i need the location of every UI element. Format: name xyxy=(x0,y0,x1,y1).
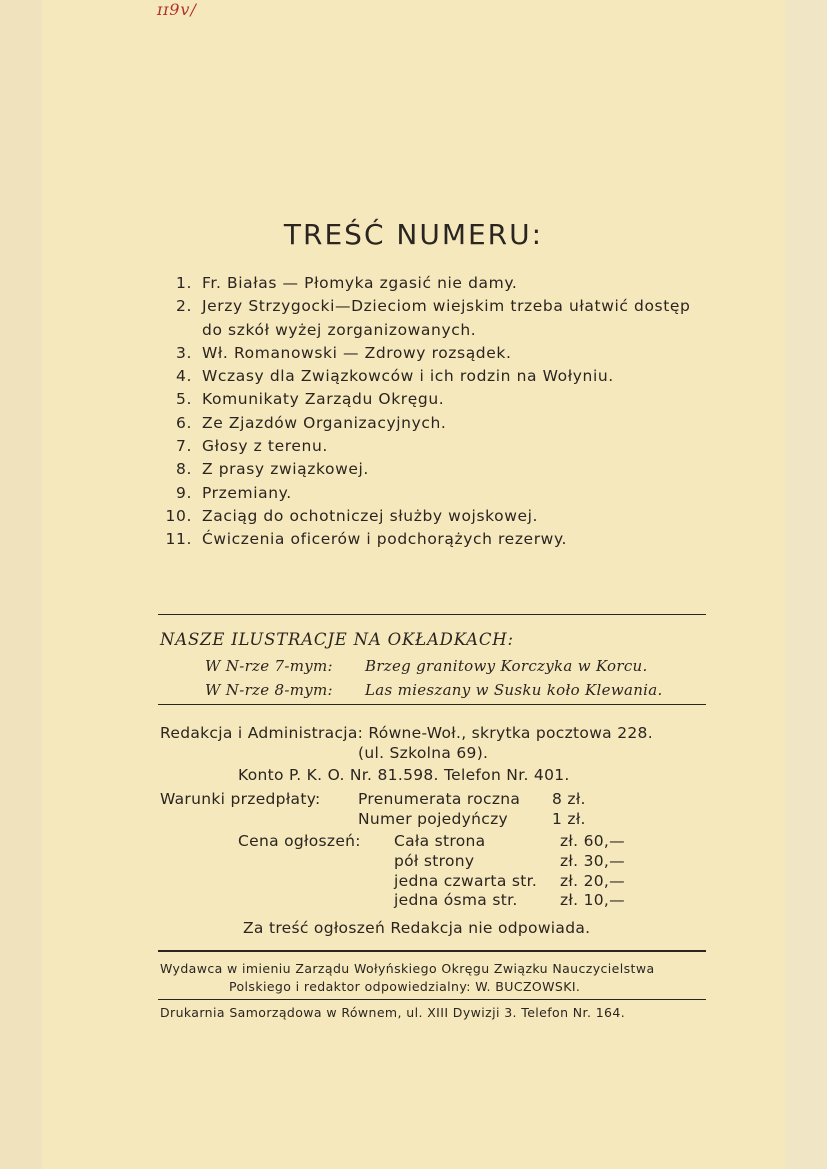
illustration-text: Las mieszany w Susku koło Klewania. xyxy=(365,681,663,699)
toc-item xyxy=(150,319,720,342)
divider-printer xyxy=(158,999,706,1000)
toc-item-text: Wczasy dla Związkowców i ich rodzin na Wołyniu. xyxy=(202,367,614,386)
ad-price: zł. 30,— xyxy=(560,852,625,870)
toc-item-text: Ćwiczenia oficerów i podchorążych rezerwy. xyxy=(202,530,568,549)
toc-item-number: 10. xyxy=(165,506,192,525)
toc-item-number: 11. xyxy=(165,530,192,549)
divider-top xyxy=(158,614,706,615)
toc-item-text: Wł. Romanowski — Zdrowy rozsądek. xyxy=(202,343,512,362)
toc-item-number: 2. xyxy=(176,297,192,316)
page-title: TREŚĆ NUMERU: xyxy=(283,218,544,251)
toc-item-number xyxy=(150,319,202,342)
ad-name: pół strony xyxy=(394,852,475,870)
subscription-name: Numer pojedyńczy xyxy=(358,810,508,828)
toc-item-text: Komunikaty Zarządu Okręgu. xyxy=(202,390,445,409)
toc-item xyxy=(150,272,720,295)
right-margin-strip xyxy=(786,0,827,1169)
ad-name: jedna czwarta str. xyxy=(394,872,538,890)
divider-publisher xyxy=(158,950,706,952)
publisher-line-1: Wydawca w imieniu Zarządu Wołyńskiego Okręgu Związku Nauczycielstwa xyxy=(160,961,655,976)
toc-item-number: 1. xyxy=(176,274,192,292)
toc-item-number: 5. xyxy=(176,390,192,409)
toc-item-number: 9. xyxy=(176,483,192,502)
ad-name: jedna ósma str. xyxy=(394,891,518,909)
ad-name: Cała strona xyxy=(394,832,486,850)
divider-illustrations xyxy=(158,704,706,705)
toc-item-text: Głosy z terenu. xyxy=(202,437,328,456)
subscription-price: 8 zł. xyxy=(552,790,586,808)
address-line-2: (ul. Szkolna 69). xyxy=(358,744,489,762)
toc-item-text: Jerzy Strzygocki—Dzieciom wiejskim trzeba ułatwić dostęp xyxy=(202,297,691,316)
illustration-text: Brzeg granitowy Korczyka w Korcu. xyxy=(365,657,648,675)
toc-item-text: Fr. Białas — Płomyka zgasić nie damy. xyxy=(202,274,518,292)
toc-item-number: 8. xyxy=(176,460,192,479)
toc-item-text: do szkół wyżej zorganizowanych. xyxy=(202,320,477,339)
toc-item xyxy=(150,505,720,528)
handwritten-mark: ɪɪ9v/ xyxy=(157,0,197,19)
toc-item-text: Przemiany. xyxy=(202,483,292,502)
ad-price: zł. 10,— xyxy=(560,891,625,909)
toc-item xyxy=(150,342,720,365)
illustration-item xyxy=(205,681,663,699)
illustrations-heading: NASZE ILUSTRACJE NA OKŁADKACH: xyxy=(160,630,514,649)
toc-item xyxy=(150,388,720,411)
illustration-item xyxy=(205,657,648,675)
toc-item-number: 7. xyxy=(176,437,192,456)
toc-item-text: Ze Zjazdów Organizacyjnych. xyxy=(202,413,447,432)
account-line: Konto P. K. O. Nr. 81.598. Telefon Nr. 401. xyxy=(238,766,570,784)
ad-price: zł. 60,— xyxy=(560,832,625,850)
illustration-label: W N-rze 8-mym: xyxy=(205,681,333,699)
address-line: Redakcja i Administracja: Równe-Woł., skrytka pocztowa 228. xyxy=(160,724,653,742)
toc-item-number: 4. xyxy=(176,367,192,386)
toc-item xyxy=(150,365,720,388)
toc-item xyxy=(150,435,720,458)
toc-item-text: Zaciąg do ochotniczej służby wojskowej. xyxy=(202,506,539,525)
publisher-line-2: Polskiego i redaktor odpowiedzialny: W. BUCZOWSKI. xyxy=(229,979,581,994)
toc-item-text: Z prasy związkowej. xyxy=(202,460,369,479)
disclaimer: Za treść ogłoszeń Redakcja nie odpowiada. xyxy=(243,919,591,937)
toc-item-number: 6. xyxy=(176,413,192,432)
toc-item xyxy=(150,412,720,435)
ads-label: Cena ogłoszeń: xyxy=(238,832,361,850)
toc-item xyxy=(150,295,720,318)
left-margin-strip xyxy=(0,0,42,1169)
illustration-label: W N-rze 7-mym: xyxy=(205,657,333,675)
toc-item xyxy=(150,482,720,505)
toc-item xyxy=(150,458,720,481)
toc-item xyxy=(150,528,720,551)
ad-price: zł. 20,— xyxy=(560,872,625,890)
table-of-contents xyxy=(150,272,720,552)
printer-line: Drukarnia Samorządowa w Równem, ul. XIII Dywizji 3. Telefon Nr. 164. xyxy=(160,1005,626,1020)
subscription-name: Prenumerata roczna xyxy=(358,790,521,808)
toc-item-number: 3. xyxy=(176,343,192,362)
subscription-price: 1 zł. xyxy=(552,810,586,828)
subscription-label: Warunki przedpłaty: xyxy=(160,790,321,808)
